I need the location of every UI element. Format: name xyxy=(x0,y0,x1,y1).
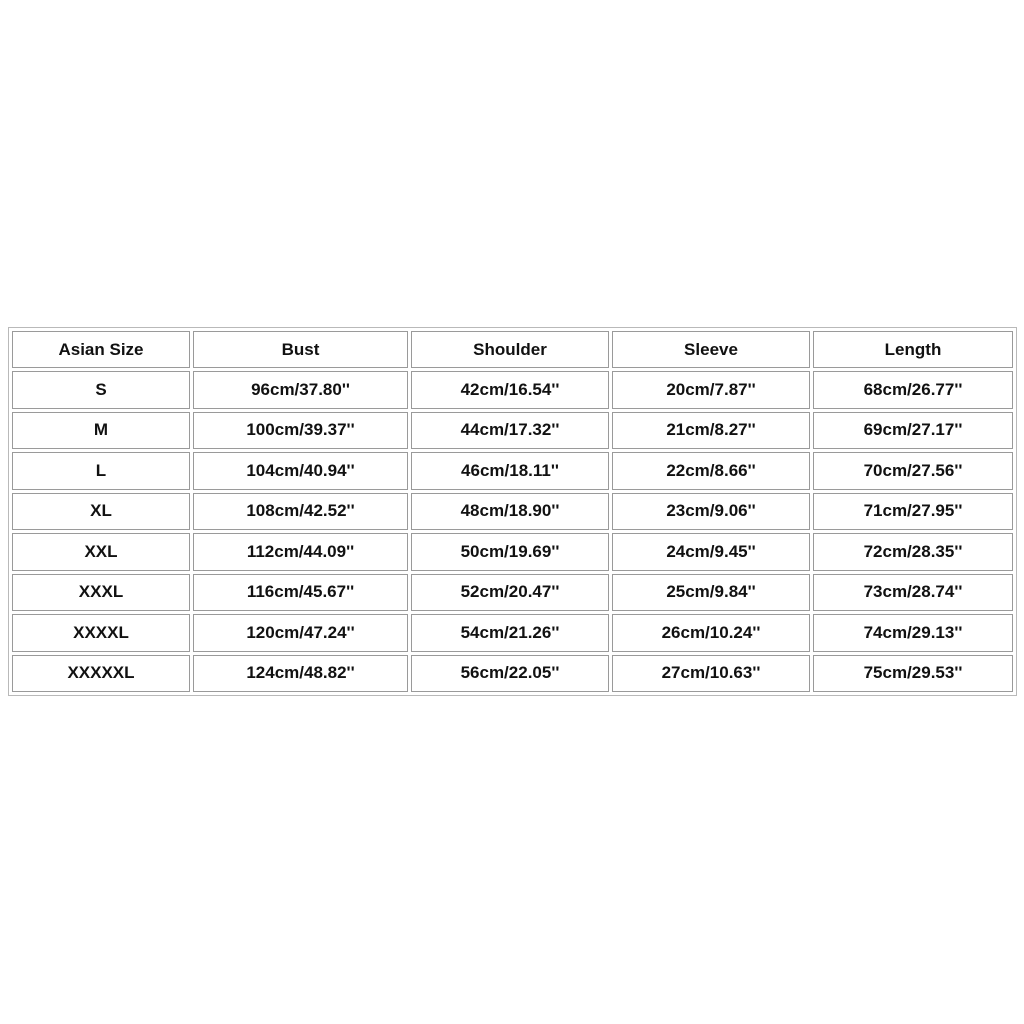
bust-cell: 108cm/42.52'' xyxy=(193,493,408,531)
shoulder-cell: 46cm/18.11'' xyxy=(411,452,609,490)
size-cell: XXXL xyxy=(12,574,190,612)
sleeve-cell: 27cm/10.63'' xyxy=(612,655,810,693)
shoulder-cell: 52cm/20.47'' xyxy=(411,574,609,612)
length-cell: 75cm/29.53'' xyxy=(813,655,1013,693)
bust-cell: 124cm/48.82'' xyxy=(193,655,408,693)
size-cell: L xyxy=(12,452,190,490)
size-cell: XL xyxy=(12,493,190,531)
length-cell: 73cm/28.74'' xyxy=(813,574,1013,612)
bust-cell: 112cm/44.09'' xyxy=(193,533,408,571)
size-cell: XXXXXL xyxy=(12,655,190,693)
sleeve-cell: 21cm/8.27'' xyxy=(612,412,810,450)
shoulder-cell: 56cm/22.05'' xyxy=(411,655,609,693)
length-cell: 68cm/26.77'' xyxy=(813,371,1013,409)
size-cell: M xyxy=(12,412,190,450)
sleeve-cell: 25cm/9.84'' xyxy=(612,574,810,612)
shoulder-cell: 54cm/21.26'' xyxy=(411,614,609,652)
length-cell: 69cm/27.17'' xyxy=(813,412,1013,450)
header-asian-size: Asian Size xyxy=(12,331,190,368)
size-cell: S xyxy=(12,371,190,409)
header-row xyxy=(12,331,1013,368)
bust-cell: 100cm/39.37'' xyxy=(193,412,408,450)
bust-cell: 104cm/40.94'' xyxy=(193,452,408,490)
sleeve-cell: 23cm/9.06'' xyxy=(612,493,810,531)
table-row xyxy=(12,493,1013,531)
table-row xyxy=(12,655,1013,693)
bust-cell: 96cm/37.80'' xyxy=(193,371,408,409)
table-row xyxy=(12,614,1013,652)
shoulder-cell: 44cm/17.32'' xyxy=(411,412,609,450)
header-length: Length xyxy=(813,331,1013,368)
bust-cell: 120cm/47.24'' xyxy=(193,614,408,652)
size-chart xyxy=(8,327,1017,696)
sleeve-cell: 26cm/10.24'' xyxy=(612,614,810,652)
table-row xyxy=(12,533,1013,571)
sleeve-cell: 24cm/9.45'' xyxy=(612,533,810,571)
length-cell: 70cm/27.56'' xyxy=(813,452,1013,490)
table-row xyxy=(12,452,1013,490)
size-cell: XXXXL xyxy=(12,614,190,652)
table-row xyxy=(12,412,1013,450)
shoulder-cell: 50cm/19.69'' xyxy=(411,533,609,571)
header-shoulder: Shoulder xyxy=(411,331,609,368)
table-row xyxy=(12,574,1013,612)
header-bust: Bust xyxy=(193,331,408,368)
size-chart-table xyxy=(9,328,1016,695)
shoulder-cell: 42cm/16.54'' xyxy=(411,371,609,409)
sleeve-cell: 22cm/8.66'' xyxy=(612,452,810,490)
size-cell: XXL xyxy=(12,533,190,571)
shoulder-cell: 48cm/18.90'' xyxy=(411,493,609,531)
header-sleeve: Sleeve xyxy=(612,331,810,368)
sleeve-cell: 20cm/7.87'' xyxy=(612,371,810,409)
table-row xyxy=(12,371,1013,409)
length-cell: 71cm/27.95'' xyxy=(813,493,1013,531)
length-cell: 74cm/29.13'' xyxy=(813,614,1013,652)
bust-cell: 116cm/45.67'' xyxy=(193,574,408,612)
length-cell: 72cm/28.35'' xyxy=(813,533,1013,571)
